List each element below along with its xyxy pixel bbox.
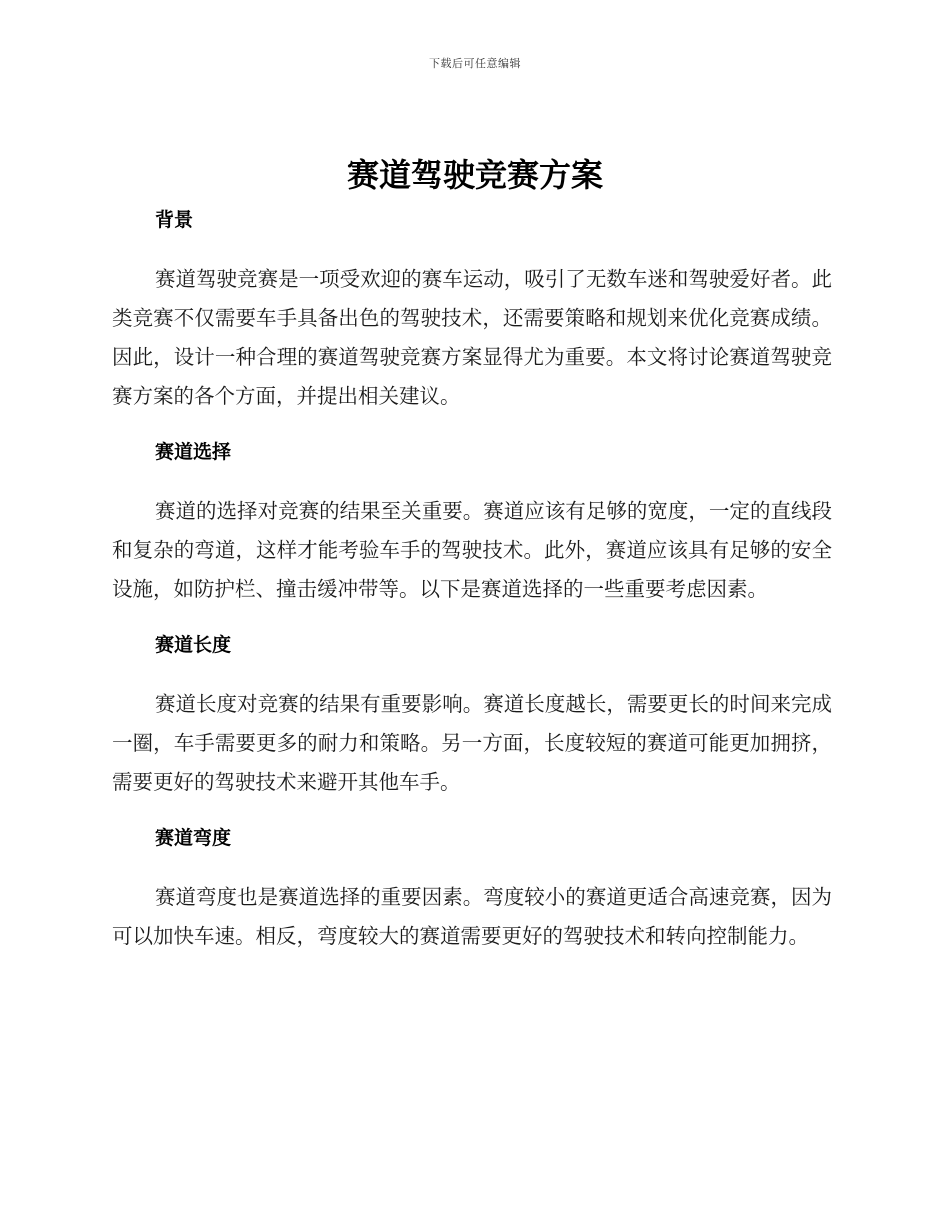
document-body <box>112 202 832 974</box>
section-track-selection <box>112 434 832 609</box>
section-paragraph: 赛道的选择对竞赛的结果至关重要。赛道应该有足够的宽度，一定的直线段和复杂的弯道，这样才能考验车手的驾驶技术。此外，赛道应该具有足够的安全设施，如防护栏、撞击缓冲带等。以下是赛道选择的一些重要考虑因素。 <box>112 499 832 601</box>
header-note: 下载后可任意编辑 <box>429 57 521 70</box>
section-track-curvature <box>112 820 832 956</box>
section-paragraph: 赛道弯度也是赛道选择的重要因素。弯度较小的赛道更适合高速竞赛，因为可以加快车速。相反，弯度较大的赛道需要更好的驾驶技术和转向控制能力。 <box>112 885 832 948</box>
section-heading: 赛道选择 <box>155 441 232 463</box>
section-heading: 赛道长度 <box>155 634 232 656</box>
section-heading: 赛道弯度 <box>155 827 232 849</box>
section-paragraph: 赛道驾驶竞赛是一项受欢迎的赛车运动，吸引了无数车迷和驾驶爱好者。此类竞赛不仅需要车手具备出色的驾驶技术，还需要策略和规划来优化竞赛成绩。因此，设计一种合理的赛道驾驶竞赛方案显得尤为重要。本文将讨论赛道驾驶竞赛方案的各个方面，并提出相关建议。 <box>112 267 832 408</box>
section-background <box>112 202 832 416</box>
document-title: 赛道驾驶竞赛方案 <box>346 156 603 194</box>
section-track-length <box>112 627 832 802</box>
section-heading: 背景 <box>155 209 194 231</box>
section-paragraph: 赛道长度对竞赛的结果有重要影响。赛道长度越长，需要更长的时间来完成一圈，车手需要更多的耐力和策略。另一方面，长度较短的赛道可能更加拥挤，需要更好的驾驶技术来避开其他车手。 <box>112 692 832 794</box>
